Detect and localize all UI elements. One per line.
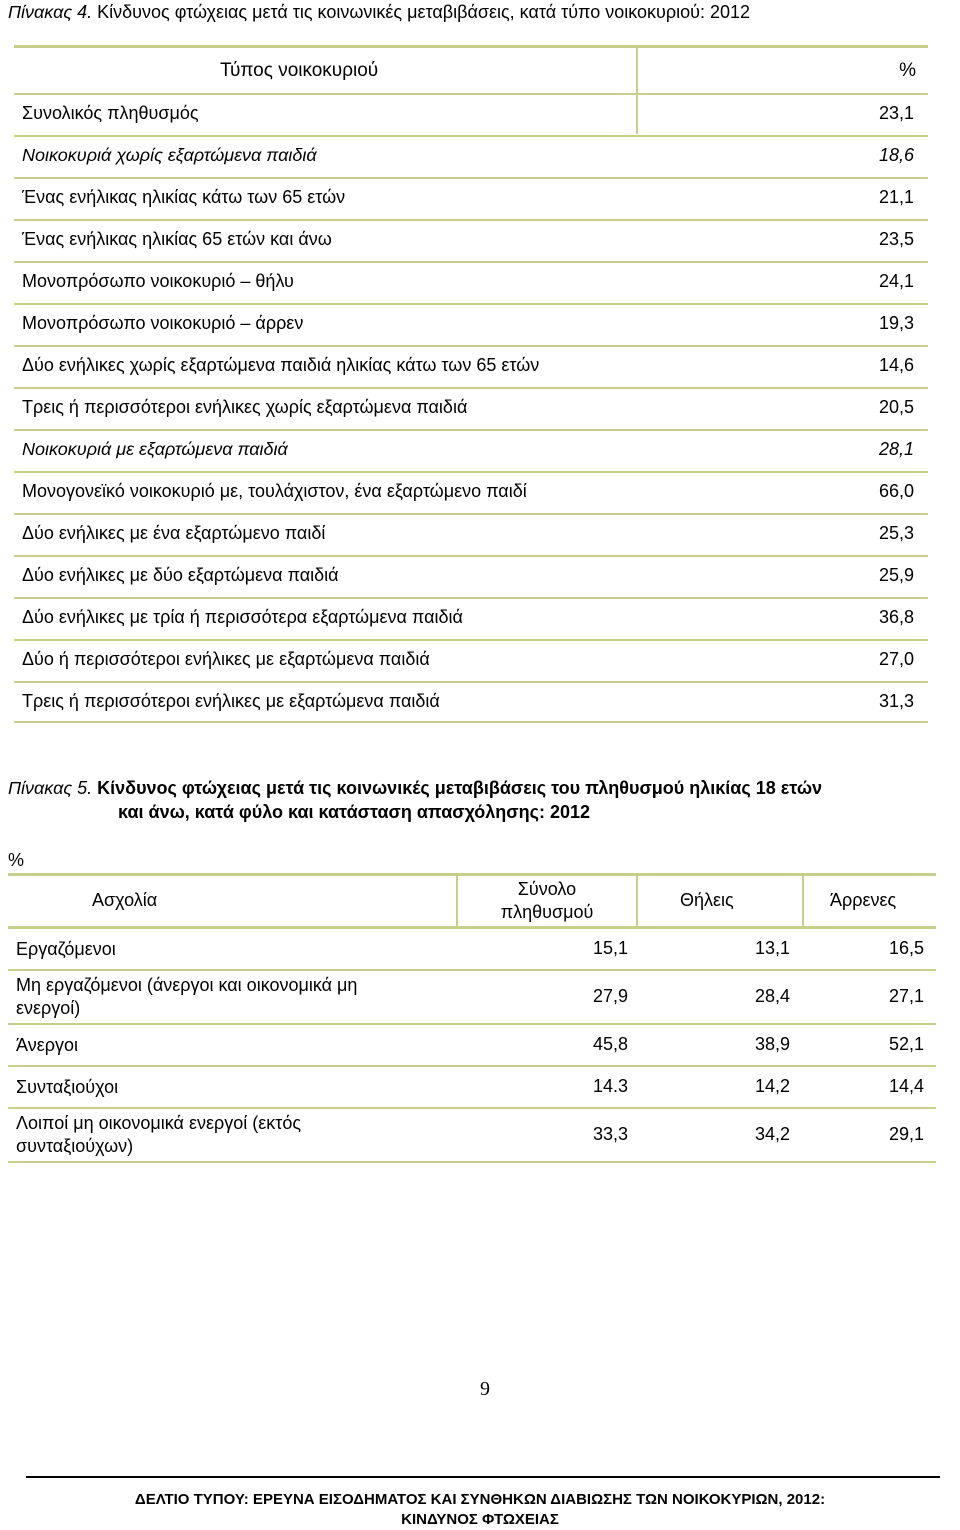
table5-row-label <box>16 1112 301 1158</box>
table5-row-label-line1: Μη εργαζόμενοι (άνεργοι και οικονομικά μη <box>16 975 358 995</box>
table4-row <box>14 555 928 597</box>
table5-label: Πίνακας 5. <box>8 778 93 798</box>
table5-row-male: 27,1 <box>888 986 924 1006</box>
table4-row-label: Τρεις ή περισσότεροι ενήλικες με εξαρτώμενα παιδιά <box>22 691 440 711</box>
table5-row-total: 45,8 <box>592 1034 628 1054</box>
table4-row-value: 31,3 <box>878 691 914 711</box>
table5-body <box>8 929 936 1163</box>
table4-row-value: 36,8 <box>878 607 914 627</box>
table4 <box>14 48 928 723</box>
table4-row-label: Μονογονεϊκό νοικοκυριό με, τουλάχιστον, ένα εξαρτώμενο παιδί <box>22 481 527 501</box>
table4-title <box>8 2 958 22</box>
footer <box>0 1490 960 1530</box>
table5-col-total-line1: Σύνολο <box>517 879 577 899</box>
table4-row-value: 66,0 <box>878 481 914 501</box>
table5-row-female: 13,1 <box>754 938 790 958</box>
table4-row <box>14 681 928 723</box>
table5-col-male: Άρρενες <box>830 890 897 910</box>
table5-row-total: 33,3 <box>592 1124 628 1144</box>
table4-row-label: Δύο ενήλικες με δύο εξαρτώμενα παιδιά <box>22 565 339 585</box>
table4-row-label: Δύο ενήλικες χωρίς εξαρτώμενα παιδιά ηλικίας κάτω των 65 ετών <box>22 355 540 375</box>
table5-row-total: 14.3 <box>592 1076 628 1096</box>
table5-row-female: 34,2 <box>754 1124 790 1144</box>
table4-row-label: Μονοπρόσωπο νοικοκυριό – θήλυ <box>22 271 294 291</box>
table4-row <box>14 639 928 681</box>
table5-row-male: 16,5 <box>888 938 924 958</box>
table5-row-female: 38,9 <box>754 1034 790 1054</box>
table4-row-value: 25,3 <box>878 523 914 543</box>
table5-row-label <box>16 1076 118 1099</box>
table4-row <box>14 177 928 219</box>
table5-row-label-line2: ενεργοί) <box>16 998 81 1018</box>
table5-row-label-line2: συνταξιούχων) <box>16 1136 134 1156</box>
table5-row-female: 28,4 <box>754 986 790 1006</box>
table4-row <box>14 429 928 471</box>
table4-row <box>14 471 928 513</box>
table5-row-label <box>16 974 357 1020</box>
table4-row-label: Ένας ενήλικας ηλικίας κάτω των 65 ετών <box>22 187 346 207</box>
table5-row <box>8 1067 936 1109</box>
table5-header <box>8 873 936 929</box>
table5-row-total: 15,1 <box>592 938 628 958</box>
table5-row <box>8 929 936 971</box>
table4-row <box>14 303 928 345</box>
table5-row-label-line1: Εργαζόμενοι <box>16 939 116 959</box>
table5-row <box>8 1109 936 1163</box>
table4-col-pct: % <box>899 60 916 81</box>
table4-row <box>14 387 928 429</box>
footer-line2: ΚΙΝΔΥΝΟΣ ΦΤΩΧΕΙΑΣ <box>401 1511 559 1528</box>
footer-line1: ΔΕΛΤΙΟ ΤΥΠΟΥ: ΕΡΕΥΝΑ ΕΙΣΟΔΗΜΑΤΟΣ ΚΑΙ ΣΥΝΘΗΚΩΝ ΔΙΑΒΙΩΣΗΣ ΤΩΝ ΝΟΙΚΟΚΥΡΙΩΝ, 2012: <box>134 1491 826 1508</box>
table4-row-value: 25,9 <box>878 565 914 585</box>
table5 <box>8 873 936 1163</box>
table4-row-label: Νοικοκυριά χωρίς εξαρτώμενα παιδιά <box>22 145 317 165</box>
table5-header-separator <box>802 876 804 926</box>
table5-col-total-line2: πληθυσμού <box>500 902 594 922</box>
table5-row-male: 29,1 <box>888 1124 924 1144</box>
table4-title-text: Κίνδυνος φτώχειας μετά τις κοινωνικές μεταβιβάσεις, κατά τύπο νοικοκυριού: 2012 <box>97 2 751 22</box>
table4-row-value: 23,1 <box>878 103 914 123</box>
table5-row-label-line1: Άνεργοι <box>16 1035 78 1055</box>
table4-row <box>14 219 928 261</box>
table5-row-male: 52,1 <box>888 1034 924 1054</box>
table5-title <box>8 776 958 824</box>
table5-unit: % <box>8 850 25 870</box>
table4-row-value: 18,6 <box>878 145 914 165</box>
table5-row-label-line1: Συνταξιούχοι <box>16 1077 119 1097</box>
footer-rule <box>26 1476 940 1478</box>
table5-row-total: 27,9 <box>592 986 628 1006</box>
table4-row <box>14 135 928 177</box>
page-number: 9 <box>480 1378 490 1400</box>
table4-row-value: 23,5 <box>878 229 914 249</box>
table4-col-type: Τύπος νοικοκυριού <box>220 60 379 81</box>
table4-row <box>14 345 928 387</box>
table5-row <box>8 1025 936 1067</box>
table5-title-line2: και άνω, κατά φύλο και κατάσταση απασχόλησης: 2012 <box>118 802 591 822</box>
table4-row <box>14 261 928 303</box>
table4-row-label: Τρεις ή περισσότεροι ενήλικες χωρίς εξαρτώμενα παιδιά <box>22 397 468 417</box>
table4-row-value: 27,0 <box>878 649 914 669</box>
table5-row-label-line1: Λοιποί μη οικονομικά ενεργοί (εκτός <box>16 1113 302 1133</box>
table4-row <box>14 597 928 639</box>
table5-row-male: 14,4 <box>888 1076 924 1096</box>
table5-header-separator <box>636 876 638 926</box>
table4-row-label: Δύο ή περισσότεροι ενήλικες με εξαρτώμενα παιδιά <box>22 649 430 669</box>
table5-title-line1: Κίνδυνος φτώχειας μετά τις κοινωνικές μεταβιβάσεις του πληθυσμού ηλικίας 18 ετών <box>97 778 823 798</box>
table4-body <box>14 93 928 723</box>
table4-row-label: Δύο ενήλικες με τρία ή περισσότερα εξαρτώμενα παιδιά <box>22 607 463 627</box>
table4-row-label: Δύο ενήλικες με ένα εξαρτώμενο παιδί <box>22 523 326 543</box>
table4-row-value: 28,1 <box>878 439 914 459</box>
table4-row-label: Συνολικός πληθυσμός <box>22 103 199 123</box>
table4-row <box>14 513 928 555</box>
table5-col-activity: Ασχολία <box>92 890 158 910</box>
table4-row-value: 14,6 <box>878 355 914 375</box>
table5-row-label <box>16 1034 78 1057</box>
table4-row-label: Νοικοκυριά με εξαρτώμενα παιδιά <box>22 439 288 459</box>
table4-row <box>14 93 928 135</box>
table4-row-label: Μονοπρόσωπο νοικοκυριό – άρρεν <box>22 313 304 333</box>
table4-row-value: 21,1 <box>878 187 914 207</box>
table5-row-label <box>16 938 116 961</box>
table4-row-value: 24,1 <box>878 271 914 291</box>
table5-row-female: 14,2 <box>754 1076 790 1096</box>
table4-row-value: 19,3 <box>878 313 914 333</box>
table5-col-total <box>458 878 636 924</box>
table4-row-label: Ένας ενήλικας ηλικίας 65 ετών και άνω <box>22 229 332 249</box>
table4-header <box>14 48 928 93</box>
table4-row-value: 20,5 <box>878 397 914 417</box>
table5-row <box>8 971 936 1025</box>
table5-col-female: Θήλεις <box>680 890 734 910</box>
table4-label: Πίνακας 4. <box>8 2 93 22</box>
